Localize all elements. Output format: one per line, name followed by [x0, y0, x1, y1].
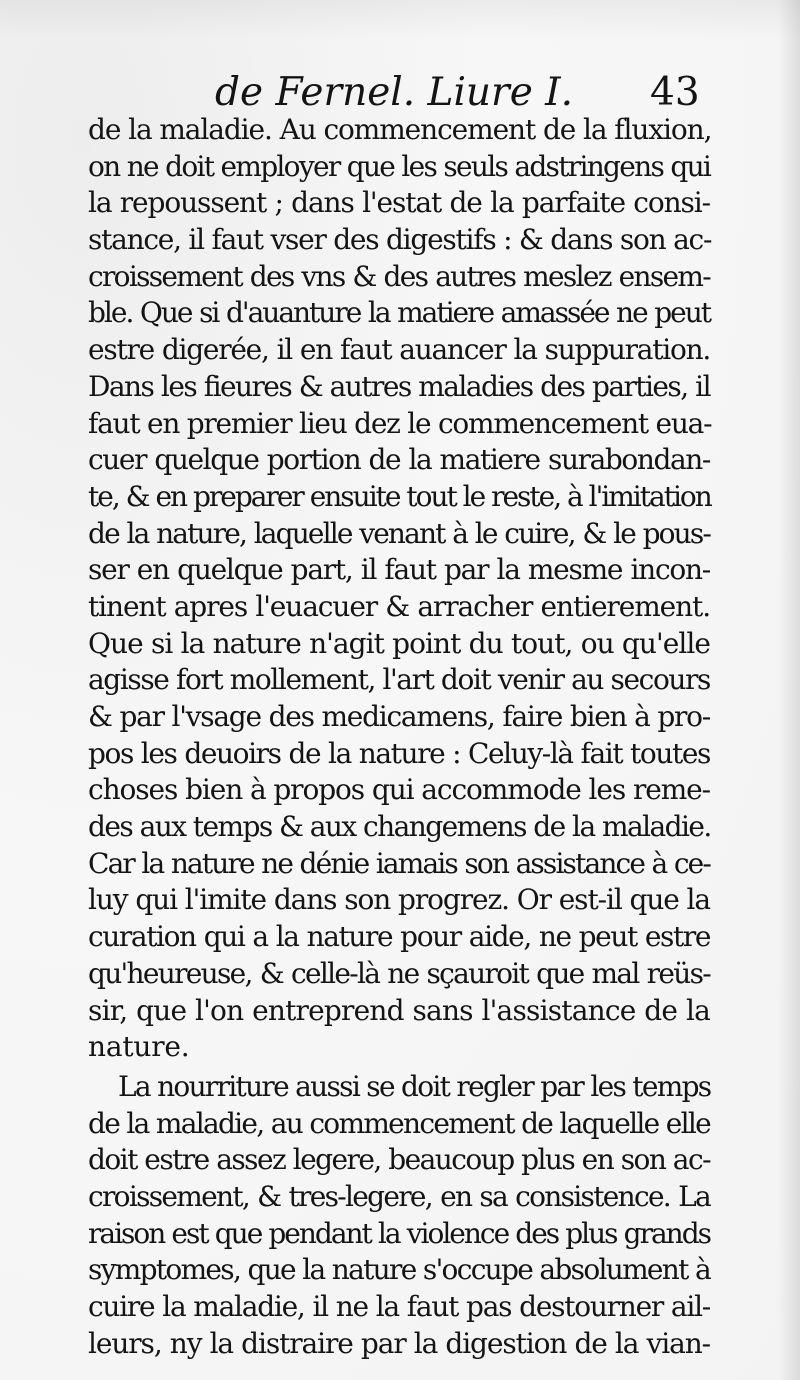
- text-line: ser en quelque part, il faut par la mesme incon-: [88, 553, 710, 587]
- text-line: de la nature, laquelle venant à le cuire, & le pous-: [88, 516, 710, 550]
- page-edge-shadow: [778, 0, 800, 1380]
- text-line: & par l'vsage des medicamens, faire bien à pro-: [88, 700, 710, 733]
- text-line: des aux temps & aux changemens de la maladie.: [88, 810, 711, 844]
- text-line: Car la nature ne dénie iamais son assistance à ce-: [88, 846, 710, 880]
- text-line: estre digerée, il en faut auancer la suppuration.: [88, 333, 710, 367]
- paragraph-1: [88, 112, 710, 1066]
- text-line: Dans les fieures & autres maladies des parties, il: [88, 369, 710, 403]
- paragraph-2: [88, 1069, 710, 1363]
- text-line: cuire la maladie, il ne la faut pas destourner ail-: [88, 1290, 710, 1323]
- text-line: ble. Que si d'auanture la matiere amassée ne peut: [88, 296, 710, 330]
- text-line: la repoussent ; dans l'estat de la parfaite consi-: [88, 186, 710, 220]
- text-line: agisse fort mollement, l'art doit venir au secours: [88, 663, 710, 697]
- text-line: stance, il faut vser des digestifs : & dans son ac-: [88, 223, 712, 257]
- text-line: La nourriture aussi se doit regler par les temps: [118, 1069, 711, 1103]
- text-line: choses bien à propos qui accommode les reme-: [88, 773, 710, 807]
- text-line: Que si la nature n'agit point du tout, ou qu'elle: [88, 626, 710, 660]
- running-head: [215, 70, 700, 116]
- text-line: symptomes, que la nature s'occupe absolument à: [88, 1253, 710, 1287]
- text-line: te, & en preparer ensuite tout le reste, à l'imitation: [88, 479, 711, 513]
- text-line: nature.: [88, 1030, 190, 1064]
- text-line: cuer quelque portion de la matiere surabondan-: [88, 443, 710, 477]
- text-line: tinent apres l'euacuer & arracher entierement.: [88, 589, 710, 623]
- body-text: [88, 112, 710, 1362]
- text-line: croissement des vns & des autres meslez ensem-: [88, 259, 710, 293]
- text-line: raison est que pendant la violence des plus grands: [88, 1216, 710, 1250]
- text-line: qu'heureuse, & celle-là ne sçauroit que mal reüs-: [88, 956, 710, 990]
- text-line: on ne doit employer que les seuls adstringens qui: [88, 149, 711, 183]
- running-title: de Fernel. Liure I.: [215, 70, 573, 115]
- text-line: de la maladie. Au commencement de la fluxion,: [88, 113, 712, 146]
- text-line: luy qui l'imite dans son progrez. Or est-il que la: [88, 883, 710, 917]
- text-line: sir, que l'on entreprend sans l'assistance de la: [88, 993, 710, 1027]
- text-line: de la maladie, au commencement de laquelle elle: [88, 1106, 710, 1140]
- text-line: curation qui a la nature pour aide, ne peut estre: [88, 920, 710, 954]
- text-line: faut en premier lieu dez le commencement eua-: [88, 406, 712, 440]
- page-top-shadow: [0, 0, 800, 40]
- text-line: pos les deuoirs de la nature : Celuy-là fait toutes: [88, 736, 710, 770]
- text-line: doit estre assez legere, beaucoup plus en son ac-: [88, 1143, 710, 1177]
- page-number: 43: [650, 70, 700, 115]
- text-line: croissement, & tres-legere, en sa consistence. La: [88, 1179, 710, 1213]
- text-line: leurs, ny la distraire par la digestion de la vian-: [88, 1326, 710, 1360]
